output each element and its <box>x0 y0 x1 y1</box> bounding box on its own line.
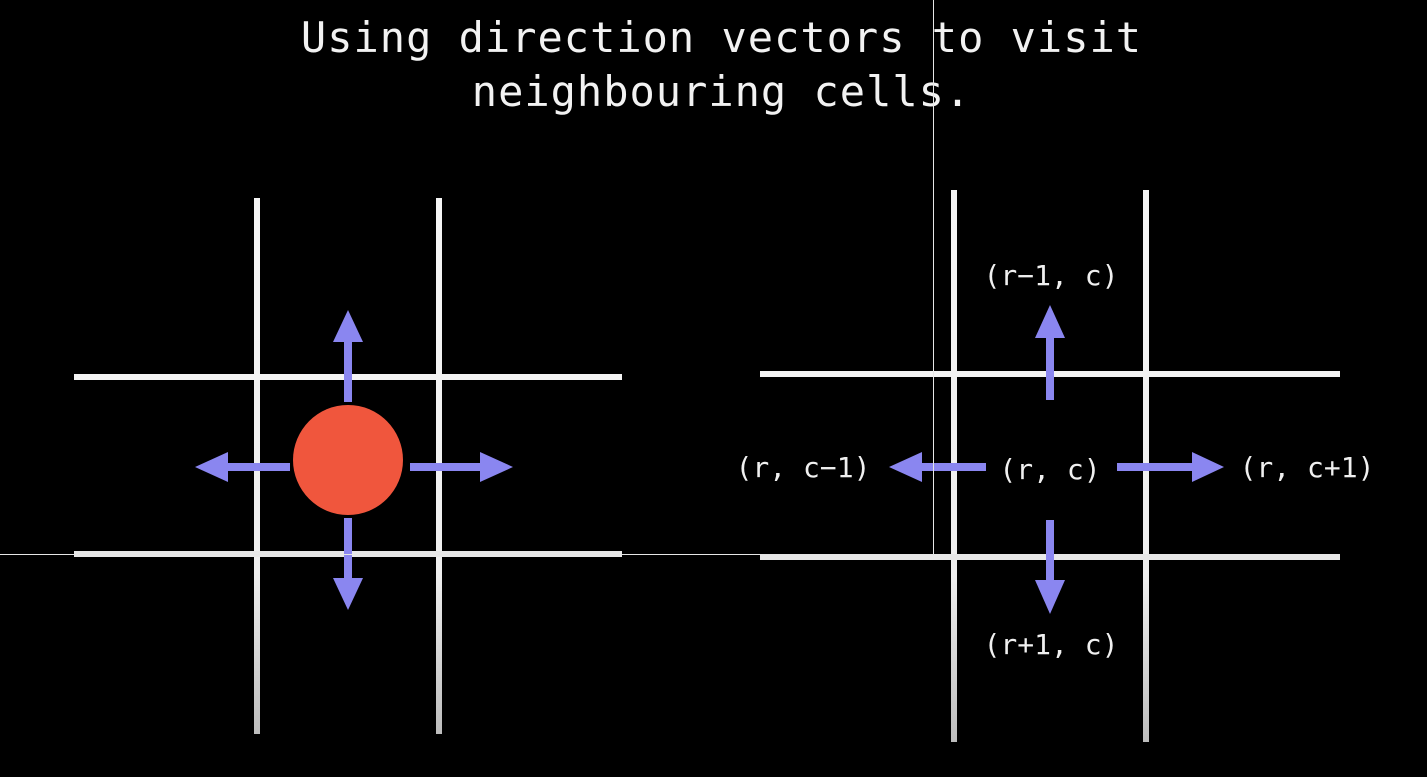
right-arrow-right <box>1117 452 1224 482</box>
left-arrow-down <box>333 518 363 610</box>
label-down: (r+1, c) <box>983 628 1119 661</box>
left-arrow-up <box>333 310 363 402</box>
title-line-2: neighbouring cells. <box>471 67 972 116</box>
left-arrow-right <box>410 452 513 482</box>
right-arrow-up <box>1035 305 1065 400</box>
right-arrow-down <box>1035 520 1065 614</box>
label-right: (r, c+1) <box>1239 451 1375 484</box>
label-left: (r, c−1) <box>735 451 871 484</box>
label-center: (r, c) <box>999 453 1101 486</box>
label-up: (r−1, c) <box>983 259 1119 292</box>
title-line-1: Using direction vectors to visit <box>300 13 1143 62</box>
left-arrow-left <box>195 452 290 482</box>
current-cell-marker <box>293 405 403 515</box>
right-arrow-left <box>889 452 986 482</box>
